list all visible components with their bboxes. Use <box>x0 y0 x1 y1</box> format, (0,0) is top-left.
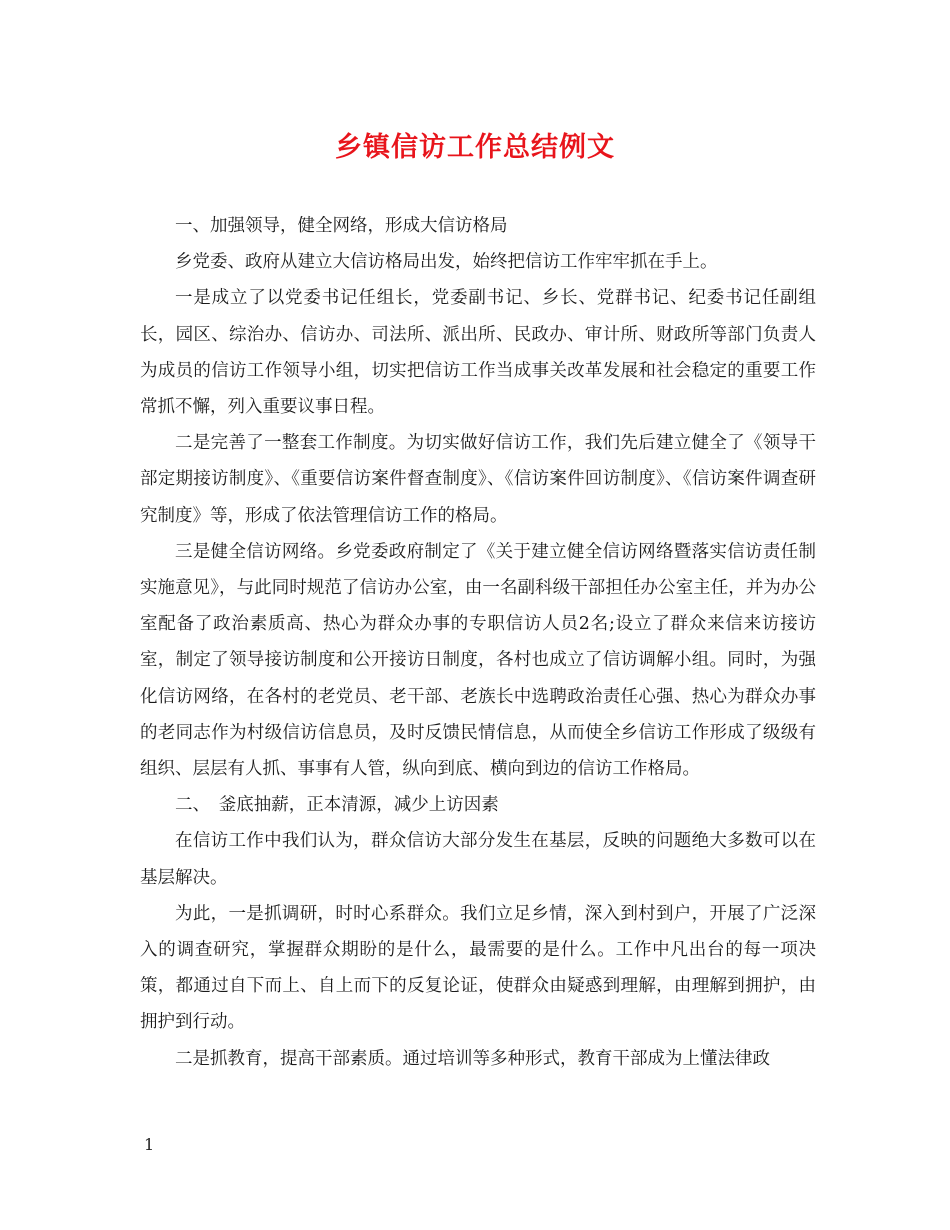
document-title: 乡镇信访工作总结例文 <box>335 132 615 163</box>
paragraph: 二是完善了一整套工作制度。为切实做好信访工作，我们先后建立健全了《领导干部定期接访制度》、《重要信访案件督查制度》、《信访案件回访制度》、《信访案件调查研究制度》等，形成了依法管理信访工作的格局。 <box>140 433 816 526</box>
paragraph: 二是抓教育，提高干部素质。通过培训等多种形式，教育干部成为上懂法律政 <box>175 1048 770 1069</box>
paragraph: 乡党委、政府从建立大信访格局出发，始终把信访工作牢牢抓在手上。 <box>175 252 718 273</box>
section-heading-1: 一、加强领导，健全网络，形成大信访格局 <box>175 216 508 236</box>
paragraph: 三是健全信访网络。乡党委政府制定了《关于建立健全信访网络暨落实信访责任制实施意见》，与此同时规范了信访办公室，由一名副科级干部担任办公室主任，并为办公室配备了政治素质高、热心为群众办事的专职信访人员2名;设立了群众来信来访接访室，制定了领导接访制度和公开接访日制度，各村也成立了信访调解小组。同时，为强化信访网络，在各村的老党员、老干部、老族长中选聘政治责任心强、热心为群众办事的老同志作为村级信访信息员，及时反馈民情信息，从而使全乡信访工作形成了级级有组织、层层有人抓、事事有人管，纵向到底、横向到边的信访工作格局。 <box>140 541 816 780</box>
document-body <box>140 208 816 1077</box>
paragraph: 在信访工作中我们认为，群众信访大部分发生在基层，反映的问题绝大多数可以在基层解决。 <box>140 831 816 888</box>
paragraph: 为此，一是抓调研，时时心系群众。我们立足乡情，深入到村到户，开展了广泛深入的调查研究，掌握群众期盼的是什么，最需要的是什么。工作中凡出台的每一项决策，都通过自下而上、自上而下的反复论证，使群众由疑惑到理解，由理解到拥护，由拥护到行动。 <box>140 903 816 1033</box>
section-heading-2: 二、 釜底抽薪，正本清源，减少上访因素 <box>175 795 499 816</box>
paragraph: 一是成立了以党委书记任组长，党委副书记、乡长、党群书记、纪委书记任副组长，园区、综治办、信访办、司法所、派出所、民政办、审计所、财政所等部门负责人为成员的信访工作领导小组，切实把信访工作当成事关改革发展和社会稳定的重要工作常抓不懈，列入重要议事日程。 <box>140 288 816 418</box>
page-number: 1 <box>144 1135 155 1154</box>
